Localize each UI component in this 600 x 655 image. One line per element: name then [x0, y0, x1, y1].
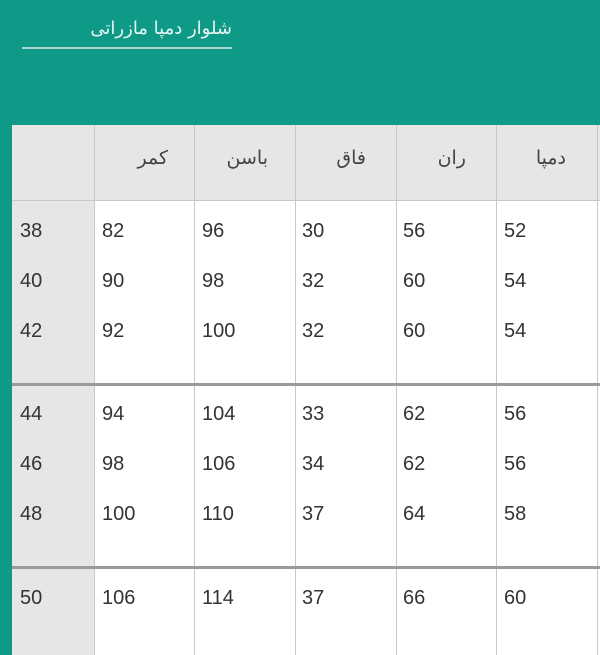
size-cell: 46	[20, 453, 43, 475]
table-cell: 33	[302, 403, 325, 425]
table-cell: 106	[102, 587, 136, 609]
table-cell: 98	[102, 453, 125, 475]
table-cell: 100	[102, 503, 136, 525]
table-cell: 66	[403, 587, 426, 609]
table-cell: 30	[302, 220, 325, 242]
column-header-crotch: فاق	[336, 147, 366, 169]
table-cell: 37	[302, 503, 325, 525]
group-separator	[12, 566, 600, 569]
grid-line	[396, 125, 397, 655]
table-cell: 32	[302, 270, 325, 292]
table-cell: 60	[403, 270, 426, 292]
page-title: شلوار دمپا مازراتی	[22, 18, 232, 49]
column-header-hem: دمپا	[535, 147, 566, 169]
table-cell: 98	[202, 270, 225, 292]
table-cell: 32	[302, 320, 325, 342]
column-header-hip: باسن	[226, 147, 268, 169]
grid-line	[597, 125, 598, 655]
table-cell: 62	[403, 453, 426, 475]
size-table	[12, 125, 600, 655]
table-cell: 60	[403, 320, 426, 342]
table-cell: 54	[504, 270, 527, 292]
grid-line	[496, 125, 497, 655]
column-header-thigh: ران	[437, 147, 466, 169]
table-cell: 104	[202, 403, 236, 425]
table-cell: 52	[504, 220, 527, 242]
grid-line	[194, 125, 195, 655]
table-cell: 56	[504, 403, 527, 425]
table-cell: 58	[504, 503, 527, 525]
app-header	[0, 0, 600, 125]
table-cell: 100	[202, 320, 236, 342]
table-cell: 56	[504, 453, 527, 475]
table-cell: 106	[202, 453, 236, 475]
size-column	[12, 125, 94, 655]
table-cell: 94	[102, 403, 125, 425]
table-cell: 64	[403, 503, 426, 525]
table-cell: 56	[403, 220, 426, 242]
table-cell: 37	[302, 587, 325, 609]
table-cell: 62	[403, 403, 426, 425]
column-header-waist: کمر	[137, 147, 168, 169]
grid-line	[295, 125, 296, 655]
size-cell: 44	[20, 403, 43, 425]
size-cell: 40	[20, 270, 43, 292]
size-cell: 50	[20, 587, 43, 609]
table-cell: 60	[504, 587, 527, 609]
table-cell: 82	[102, 220, 125, 242]
table-cell: 110	[202, 503, 234, 525]
size-cell: 42	[20, 320, 43, 342]
table-cell: 54	[504, 320, 527, 342]
size-cell: 38	[20, 220, 43, 242]
table-cell: 114	[202, 587, 234, 609]
table-cell: 34	[302, 453, 325, 475]
group-separator	[12, 383, 600, 386]
table-cell: 90	[102, 270, 125, 292]
size-cell: 48	[20, 503, 43, 525]
table-cell: 96	[202, 220, 225, 242]
table-cell: 92	[102, 320, 125, 342]
grid-line	[94, 125, 95, 655]
